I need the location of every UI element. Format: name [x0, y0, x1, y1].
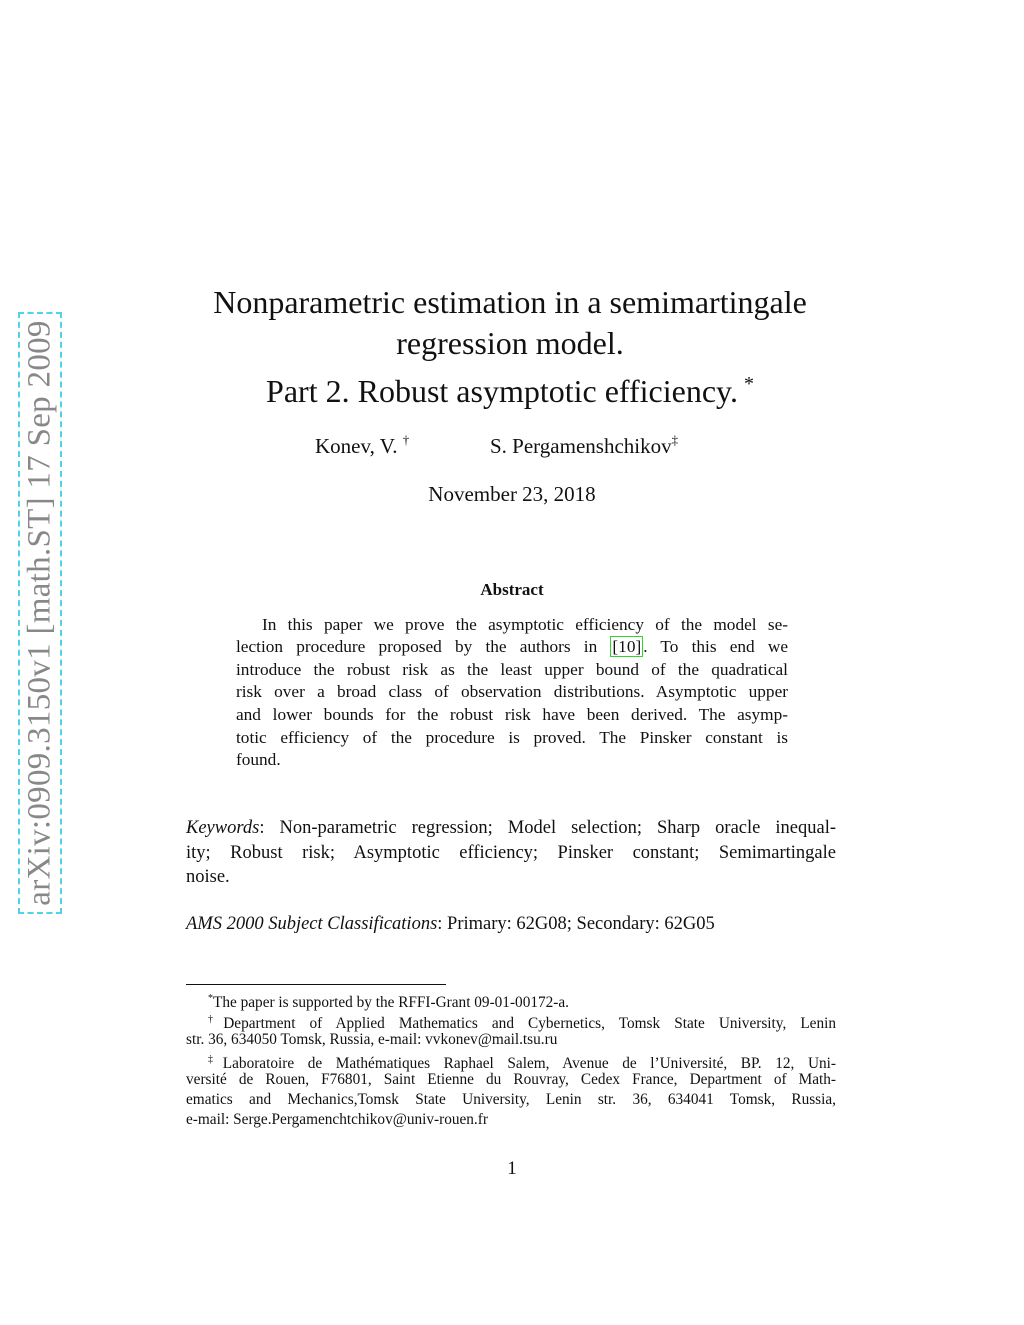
footnote-1-text: The paper is supported by the RFFI-Grant 09-01-00172-a.: [213, 994, 570, 1011]
footnote-2-line-2: str. 36, 634050 Tomsk, Russia, e-mail: vvkonev@mail.tsu.ru: [186, 1031, 558, 1048]
paper-title: [150, 282, 870, 412]
footnote-3-line-3: ematics and Mechanics,Tomsk State University, Lenin str. 36, 634041 Tomsk, Russia,: [186, 1091, 836, 1108]
abstract-line-3: introduce the robust risk as the least upper bound of the quadratical: [236, 660, 788, 679]
abstract-line-1: In this paper we prove the asymptotic efficiency of the model se-: [262, 615, 788, 634]
author-1: [315, 432, 409, 459]
keywords-text-1: : Non-parametric regression; Model selection; Sharp oracle inequal-: [259, 818, 836, 838]
citation-link[interactable]: [10]: [612, 637, 642, 656]
title-line-3: [150, 364, 870, 412]
abstract-line-6: totic efficiency of the procedure is proved. The Pinsker constant is: [236, 728, 788, 747]
footnote-rule: [186, 984, 446, 985]
abstract-line-4: risk over a broad class of observation distributions. Asymptotic upper: [236, 682, 788, 701]
footnote-1-mark: *: [208, 993, 213, 1004]
title-line-2: regression model.: [396, 325, 624, 361]
author-2: [490, 432, 678, 459]
ams-classification: [186, 912, 836, 936]
abstract-heading: Abstract: [480, 580, 544, 599]
abstract-line-2-tail: . To this end we: [643, 637, 788, 656]
footnote-3-mark: ‡: [208, 1054, 223, 1065]
arxiv-stamp[interactable]: arXiv:0909.3150v1 [math.ST] 17 Sep 2009: [21, 320, 58, 906]
abstract-line-2-text: lection procedure proposed by the authors in: [236, 637, 598, 656]
author-2-name: S. Pergamenshchikov: [490, 434, 672, 458]
title-footnote-mark[interactable]: *: [743, 373, 754, 395]
footnote-2-text-1: Department of Applied Mathematics and Cybernetics, Tomsk State University, Lenin: [223, 1015, 837, 1032]
title-line-3-text: Part 2. Robust asymptotic efficiency.: [266, 373, 738, 409]
footnote-3-line-4: e-mail: Serge.Pergamenchtchikov@univ-rouen.fr: [186, 1111, 488, 1128]
abstract-line-5: and lower bounds for the robust risk have been derived. The asymp-: [236, 705, 788, 724]
page-number: 1: [507, 1158, 517, 1179]
abstract-line-2: [236, 636, 788, 658]
footnote-3-line-2: versité de Rouen, F76801, Saint Etienne du Rouvray, Cedex France, Department of Math-: [186, 1071, 836, 1088]
keywords-line-2: ity; Robust risk; Asymptotic efficiency; Pinsker constant; Semimartingale: [186, 843, 836, 863]
author-2-mark[interactable]: ‡: [671, 432, 679, 447]
keywords-label: Keywords: [186, 818, 260, 838]
paper-date: November 23, 2018: [428, 482, 596, 506]
ams-text: : Primary: 62G08; Secondary: 62G05: [437, 914, 715, 934]
author-1-name: Konev, V.: [315, 434, 398, 458]
author-1-mark[interactable]: †: [402, 432, 410, 447]
title-line-1: Nonparametric estimation in a semimartingale: [213, 284, 807, 320]
keywords-line-3: noise.: [186, 867, 230, 887]
ams-label: AMS 2000 Subject Classifications: [186, 914, 438, 934]
footnote-3-text-1: Laboratoire de Mathématiques Raphael Salem, Avenue de l’Université, BP. 12, Uni-: [222, 1055, 836, 1072]
keywords-line-1: [186, 816, 836, 840]
abstract-line-7: found.: [236, 750, 281, 769]
footnote-2-mark: †: [208, 1014, 224, 1025]
